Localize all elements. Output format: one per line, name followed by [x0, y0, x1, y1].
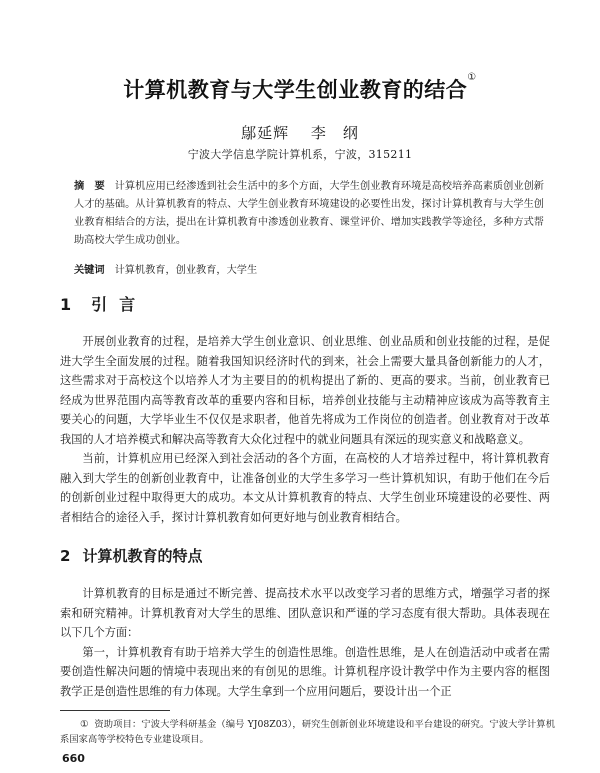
- author-2: 李 纲: [310, 124, 359, 142]
- paragraph: 当前，计算机应用已经深入到社会活动的各个方面，在高校的人才培养过程中，将计算机教育融入到大学生的创新创业教育中，让准备创业的大学生多学习一些计算机知识，有助于他们在今后的创新创业过程中取得更大的成功。本文从计算机教育的特点、大学生创业环境建设的必要性、两者相结合的途径入手，探讨计算机教育如何更好地与创业教育相结合。: [60, 452, 550, 524]
- paragraph: 计算机教育的目标是通过不断完善、提高技术水平以改变学习者的思维方式，增强学习者的探索和研究精神。计算机教育对大学生的思维、团队意识和严谨的学习态度有很大帮助。具体表现在以下几个方面：: [60, 587, 550, 639]
- paper-title: [0, 74, 600, 104]
- author-list: [0, 122, 600, 143]
- footnote-text: 资助项目：宁波大学科研基金（编号 YJ08Z03），研究生创新创业环境建设和平台建设的研究。宁波大学计算机系国家高等学校特色专业建设项目。: [60, 719, 555, 745]
- section-1-title: 引言: [91, 295, 148, 314]
- section-1-heading: [60, 292, 147, 315]
- title-footnote-mark: ①: [467, 72, 477, 83]
- footnote-mark: ①: [80, 719, 89, 730]
- section-2-title: 计算机教育的特点: [82, 547, 203, 565]
- keywords-label: 关键词: [74, 265, 105, 276]
- keywords-text: 计算机教育，创业教育，大学生: [114, 265, 258, 276]
- footnote: [60, 717, 555, 747]
- abstract-label: 摘 要: [74, 181, 105, 192]
- page-number: 660: [62, 752, 85, 765]
- abstract: [74, 178, 544, 250]
- paragraph: 开展创业教育的过程，是培养大学生创业意识、创业思维、创业品质和创业技能的过程，是促进大学生全面发展的过程。随着我国知识经济时代的到来，社会上需要大量具备创新能力的人才，这些需求对于高校这个以培养人才为主要目的的机构提出了新的、更高的要求。当前，创业教育已经成为世界范围内高等教育改革的重要内容和目标，培养创业技能与主动精神应该成为高等教育主要关心的问题，大学毕业生不仅仅是求职者，他首先将成为工作岗位的创造者。创业教育对于改革我国的人才培养模式和解决高等教育大众化过程中的就业问题具有深远的现实意义和战略意义。: [60, 335, 550, 446]
- section-1-number: 1: [60, 295, 72, 314]
- section-1-body: [60, 332, 550, 527]
- footnote-divider: [60, 710, 170, 711]
- paragraph: 第一，计算机教育有助于培养大学生的创造性思维。创造性思维，是人在创造活动中或者在需要创造性解决问题的情境中表现出来的有创见的思维。计算机程序设计教学中作为主要内容的框图教学正是创造性思维的有力体现。大学生拿到一个应用问题后，要设计出一个正: [60, 645, 550, 698]
- author-1: 鄔延辉: [241, 124, 290, 142]
- section-2-heading: [60, 545, 202, 566]
- abstract-text: 计算机应用已经渗透到社会生活中的多个方面，大学生创业教育环境是高校培养高素质创业创新人才的基础。从计算机教育的特点、大学生创业教育环境建设的必要性出发，探讨计算机教育与大学生创业教育相结合的方法，提出在计算机教育中渗透创业教育、课堂评价、增加实践教学等途径，多种方式帮助高校大学生成功创业。: [74, 181, 544, 246]
- keywords: [74, 262, 544, 280]
- section-2-body: [60, 584, 550, 701]
- title-text: 计算机教育与大学生创业教育的结合: [123, 78, 468, 102]
- affiliation: 宁波大学信息学院计算机系，宁波，315211: [187, 148, 413, 161]
- section-2-number: 2: [60, 547, 71, 565]
